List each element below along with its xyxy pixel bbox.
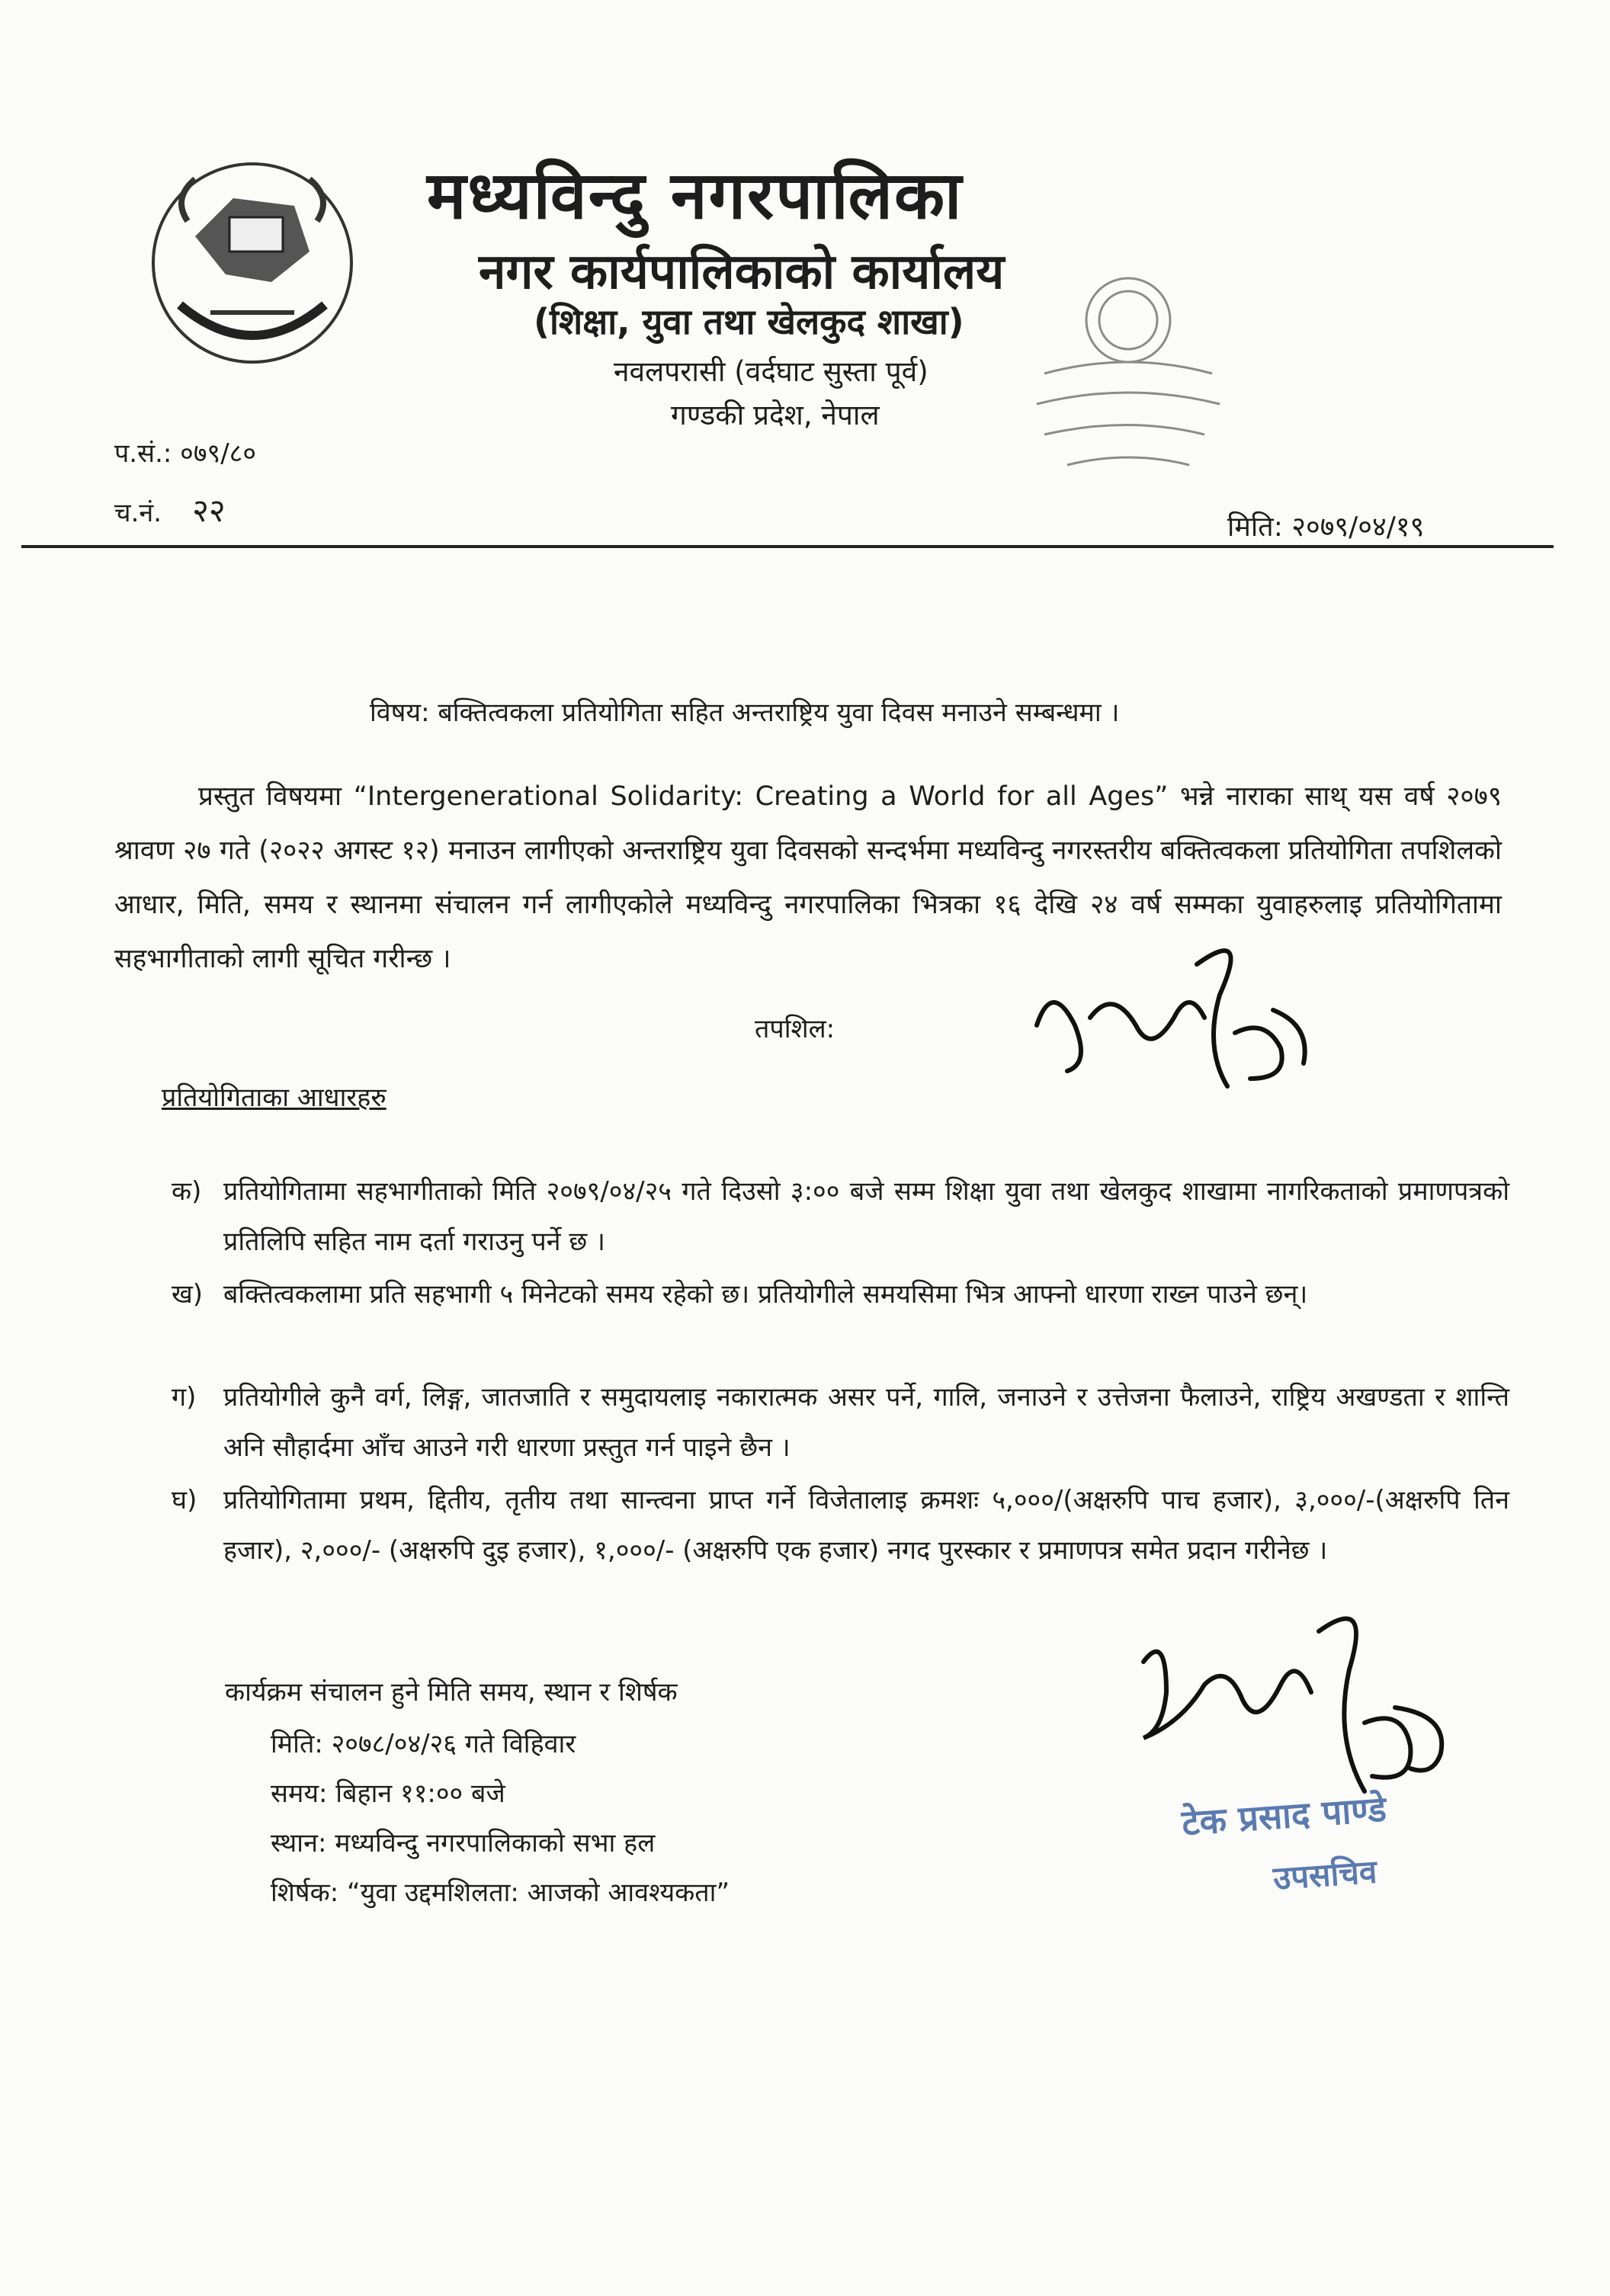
criteria-text: बक्तित्वकलामा प्रति सहभागी ५ मिनेटको समय रहेको छ। प्रतियोगीले समयसिमा भित्र आफ्नो धारणा राख्न पाउने छन्। [223, 1279, 1308, 1310]
programme-venue: स्थान: मध्यविन्दु नगरपालिकाको सभा हल [271, 1828, 656, 1858]
signature-main [1121, 1601, 1479, 1822]
signatory-designation-stamp: उपसचिव [1272, 1852, 1378, 1897]
body-paragraph: प्रस्तुत विषयमा “Intergenerational Solidarity: Creating a World for all Ages” भन्ने नाराका साथ् यस वर्ष २०७९ श्रावण २७ गते (२०२२ अगस्ट १२) मनाउन लागीएको अन्तराष्ट्रिय युवा दिवसको सन्दर्भमा मध्यविन्दु नगरस्तरीय बक्तित्वकला प्रतियोगिता तपशिलको आधार, मिति, समय र स्थानमा संचालन गर्न लागीएकोले मध्यविन्दु नगरपालिका भित्रका १६ देखि २४ वर्ष सम्मका युवाहरुलाइ प्रतियोगितामा सहभागीताको लागी सूचित गरीन्छ । [114, 781, 1502, 974]
criteria-item-kha [172, 1269, 1509, 1320]
criteria-text: प्रतियोगितामा प्रथम, द्दितीय, तृतीय तथा सान्त्वना प्राप्त गर्ने विजेतालाइ क्रमशः ५,०००/(अक्षरुपि पाच हजार), ३,०००/-(अक्षरुपि तिन हजार), २,०००/- (अक्षरुपि दुइ हजार), १,०००/- (अक्षरुपि एक हजार) नगद पुरस्कार र प्रमाणपत्र समेत प्रदान गरीनेछ । [223, 1485, 1509, 1566]
criteria-mark: घ) [172, 1485, 197, 1515]
criteria-item-gha [172, 1475, 1509, 1576]
criteria-mark: ग) [172, 1382, 197, 1413]
programme-date: मिति: २०७८/०४/२६ गते विहिवार [271, 1729, 576, 1759]
signatory-name-stamp: टेक प्रसाद पाण्डे [1180, 1788, 1388, 1844]
letter-subject: विषय: बक्तित्वकला प्रतियोगिता सहित अन्तराष्ट्रिय युवा दिवस मनाउने सम्बन्धमा । [370, 697, 1120, 728]
criteria-item-ga [172, 1372, 1509, 1473]
criteria-heading: प्रतियोगिताका आधारहरु [162, 1082, 386, 1113]
nepal-emblem-icon [142, 152, 363, 374]
dispatch-label: च.नं. [114, 498, 162, 528]
dispatch-value: २२ [192, 492, 226, 529]
programme-title: कार्यक्रम संचालन हुने मिति समय, स्थान र शिर्षक [225, 1677, 678, 1708]
office-title: नगर कार्यपालिकाको कार्यालय [479, 244, 1005, 300]
letter-reference-number: प.सं.: ०७९/८० [114, 438, 257, 469]
office-seal-stamp [1014, 259, 1227, 488]
header-divider [21, 545, 1554, 548]
dispatch-number [114, 488, 226, 531]
criteria-item-ka [172, 1166, 1509, 1267]
letter-date: मिति: २०७९/०४/१९ [1227, 511, 1425, 543]
programme-topic: शिर्षक: “युवा उद्दमशिलता: आजको आवश्यकता” [271, 1878, 730, 1908]
criteria-text: प्रतियोगीले कुनै वर्ग, लिङ्ग, जातजाति र समुदायलाइ नकारात्मक असर पर्ने, गालि, जनाउने र उत्तेजना फैलाउने, राष्ट्रिय अखण्डता र शान्ति अनि सौहार्दमा आँच आउने गरी धारणा प्रस्तुत गर्न पाइने छैन । [223, 1382, 1509, 1463]
programme-time: समय: बिहान ११:०० बजे [271, 1778, 505, 1809]
criteria-mark: ख) [172, 1279, 204, 1310]
municipality-title: मध्यविन्दु नगरपालिका [427, 158, 964, 234]
signature-initial [1021, 934, 1326, 1109]
details-label: तपशिल: [755, 1014, 835, 1044]
address-line-1: नवलपरासी (वर्दघाट सुस्ता पूर्व) [614, 355, 928, 388]
branch-title: (शिक्षा, युवा तथा खेलकुद शाखा) [534, 301, 964, 342]
criteria-mark: क) [172, 1176, 202, 1207]
criteria-text: प्रतियोगितामा सहभागीताको मिति २०७९/०४/२५ गते दिउसो ३:०० बजे सम्म शिक्षा युवा तथा खेलकुद शाखामा नागरिकताको प्रमाणपत्रको प्रतिलिपि सहित नाम दर्ता गराउनु पर्ने छ । [223, 1176, 1509, 1257]
address-line-2: गण्डकी प्रदेश, नेपाल [671, 399, 880, 431]
